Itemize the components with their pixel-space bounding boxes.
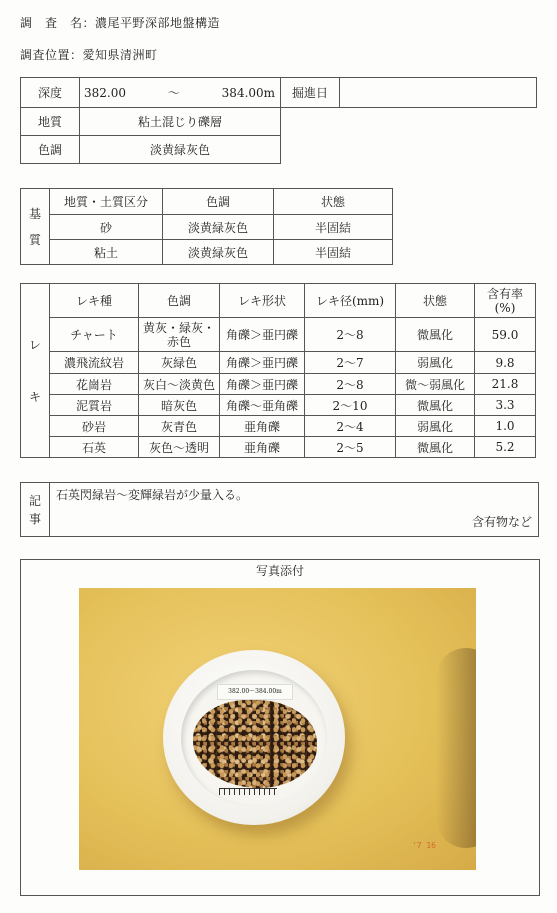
photo-section (20, 559, 540, 896)
gravel-cell: 2〜8 (305, 374, 396, 395)
gravel-cell: 灰色〜透明 (139, 437, 220, 458)
gravel-cell: 角礫＞亜円礫 (220, 352, 305, 374)
gravel-cell: 微風化 (396, 395, 475, 416)
gravel-cell: 灰青色 (139, 416, 220, 437)
matrix-side-label-bottom: 質 (28, 232, 41, 247)
table-row (21, 318, 536, 352)
notes-right-label: 含有物など (471, 515, 532, 529)
depth-from: 382.00 (84, 86, 126, 100)
gravel-side-label-top: レ (28, 337, 41, 352)
depth-range (80, 78, 281, 108)
gravel-header-color: 色調 (139, 284, 220, 318)
gravel-header-state: 状態 (396, 284, 475, 318)
gravel-header-type: レキ種 (50, 284, 139, 318)
matrix-cell: 淡黄緑灰色 (163, 240, 274, 265)
stand-shadow (436, 648, 476, 848)
sample-label-card: 382.00〜384.00m (217, 684, 293, 700)
notes-side-label-top: 記 (28, 493, 41, 508)
gravel-cell: 2〜8 (305, 318, 396, 352)
matrix-cell: 粘土 (50, 240, 163, 265)
matrix-table (20, 188, 393, 265)
gravel-cell (139, 318, 220, 352)
gravel-cell: 3.3 (475, 395, 536, 416)
color-value: 淡黄緑灰色 (80, 136, 281, 164)
matrix-cell: 砂 (50, 215, 163, 240)
gravel-header-size: レキ径(mm) (305, 284, 396, 318)
gravel-cell: 微風化 (396, 437, 475, 458)
gravel-color-line-1: 黄灰・緑灰・ (142, 320, 215, 335)
gravel-color-line-2: 赤色 (166, 334, 191, 349)
excavation-value (340, 78, 537, 108)
survey-name: 調 査 名：濃尾平野深部地盤構造 (20, 16, 221, 30)
gravel-cell: 2〜7 (305, 352, 396, 374)
notes-text: 石英閃緑岩〜変輝緑岩が少量入る。 (56, 488, 249, 502)
gravel-cell: 亜角礫 (220, 416, 305, 437)
notes-content (50, 483, 539, 537)
gravel-cell: 暗灰色 (139, 395, 220, 416)
gravel-cell: 砂岩 (50, 416, 139, 437)
sample-bowl (163, 650, 345, 825)
matrix-cell: 半固結 (274, 240, 393, 265)
gravel-cell: 角礫＞亜円礫 (220, 318, 305, 352)
notes-table (20, 482, 539, 537)
gravel-cell: 弱風化 (396, 416, 475, 437)
gravel-cell: 2〜10 (305, 395, 396, 416)
gravel-header-ratio-unit: (%) (494, 300, 516, 315)
gravel-cell: 1.0 (475, 416, 536, 437)
gravel-cell: 9.8 (475, 352, 536, 374)
gravel-cell: 59.0 (475, 318, 536, 352)
gravel-cell: 泥質岩 (50, 395, 139, 416)
gravel-cell: 弱風化 (396, 352, 475, 374)
table-row (21, 416, 536, 437)
depth-separator: 〜 (167, 86, 180, 100)
table-row (21, 437, 536, 458)
gravel-cell: 灰緑色 (139, 352, 220, 374)
gravel-cell: 2〜4 (305, 416, 396, 437)
table-row (21, 374, 536, 395)
gravel-cell: 2〜5 (305, 437, 396, 458)
date-stamp: '7 16 (411, 841, 436, 850)
gravel-header-ratio-label: 含有率 (486, 286, 523, 301)
gravel-cell: 灰白〜淡黄色 (139, 374, 220, 395)
bowl-interior (181, 670, 327, 806)
gravel-cell: 石英 (50, 437, 139, 458)
table-row (21, 240, 393, 265)
matrix-cell: 半固結 (274, 215, 393, 240)
matrix-header-class: 地質・土質区分 (50, 189, 163, 215)
sample-photo (79, 588, 476, 870)
matrix-side-label-top: 基 (28, 206, 41, 221)
gravel-header-shape: レキ形状 (220, 284, 305, 318)
gravel-cell: 濃飛流紋岩 (50, 352, 139, 374)
gravel-cell: 微風化 (396, 318, 475, 352)
gravel-cell: 角礫〜亜角礫 (220, 395, 305, 416)
scale-ruler (219, 788, 277, 795)
matrix-cell: 淡黄緑灰色 (163, 215, 274, 240)
gravel-cell: 微〜弱風化 (396, 374, 475, 395)
geology-value: 粘土混じり礫層 (80, 108, 281, 136)
survey-location: 調査位置：愛知県清洲町 (20, 48, 158, 62)
notes-side-label-bottom: 事 (28, 511, 41, 526)
photo-title: 写真添付 (255, 564, 304, 578)
geology-label: 地質 (21, 108, 80, 136)
depth-table (20, 77, 537, 164)
color-label: 色調 (21, 136, 80, 164)
gravel-table (20, 283, 536, 458)
excavation-label: 掘進日 (281, 78, 340, 108)
depth-label: 深度 (21, 78, 80, 108)
matrix-header-state: 状態 (274, 189, 393, 215)
gravel-cell: 亜角礫 (220, 437, 305, 458)
matrix-side-label (21, 189, 50, 265)
gravel-side-label (21, 284, 50, 458)
notes-side-label (21, 483, 50, 537)
gravel-header-ratio (475, 284, 536, 318)
gravel-cell: 花崗岩 (50, 374, 139, 395)
gravel-cell: 角礫＞亜円礫 (220, 374, 305, 395)
depth-to: 384.00m (221, 86, 276, 100)
matrix-header-color: 色調 (163, 189, 274, 215)
table-row (21, 215, 393, 240)
table-row (21, 352, 536, 374)
gravel-side-label-bottom: キ (28, 389, 41, 404)
gravel-cell: チャート (50, 318, 139, 352)
gravel-cell: 21.8 (475, 374, 536, 395)
gravel-cell: 5.2 (475, 437, 536, 458)
gravel-sample (193, 700, 317, 788)
table-row (21, 395, 536, 416)
